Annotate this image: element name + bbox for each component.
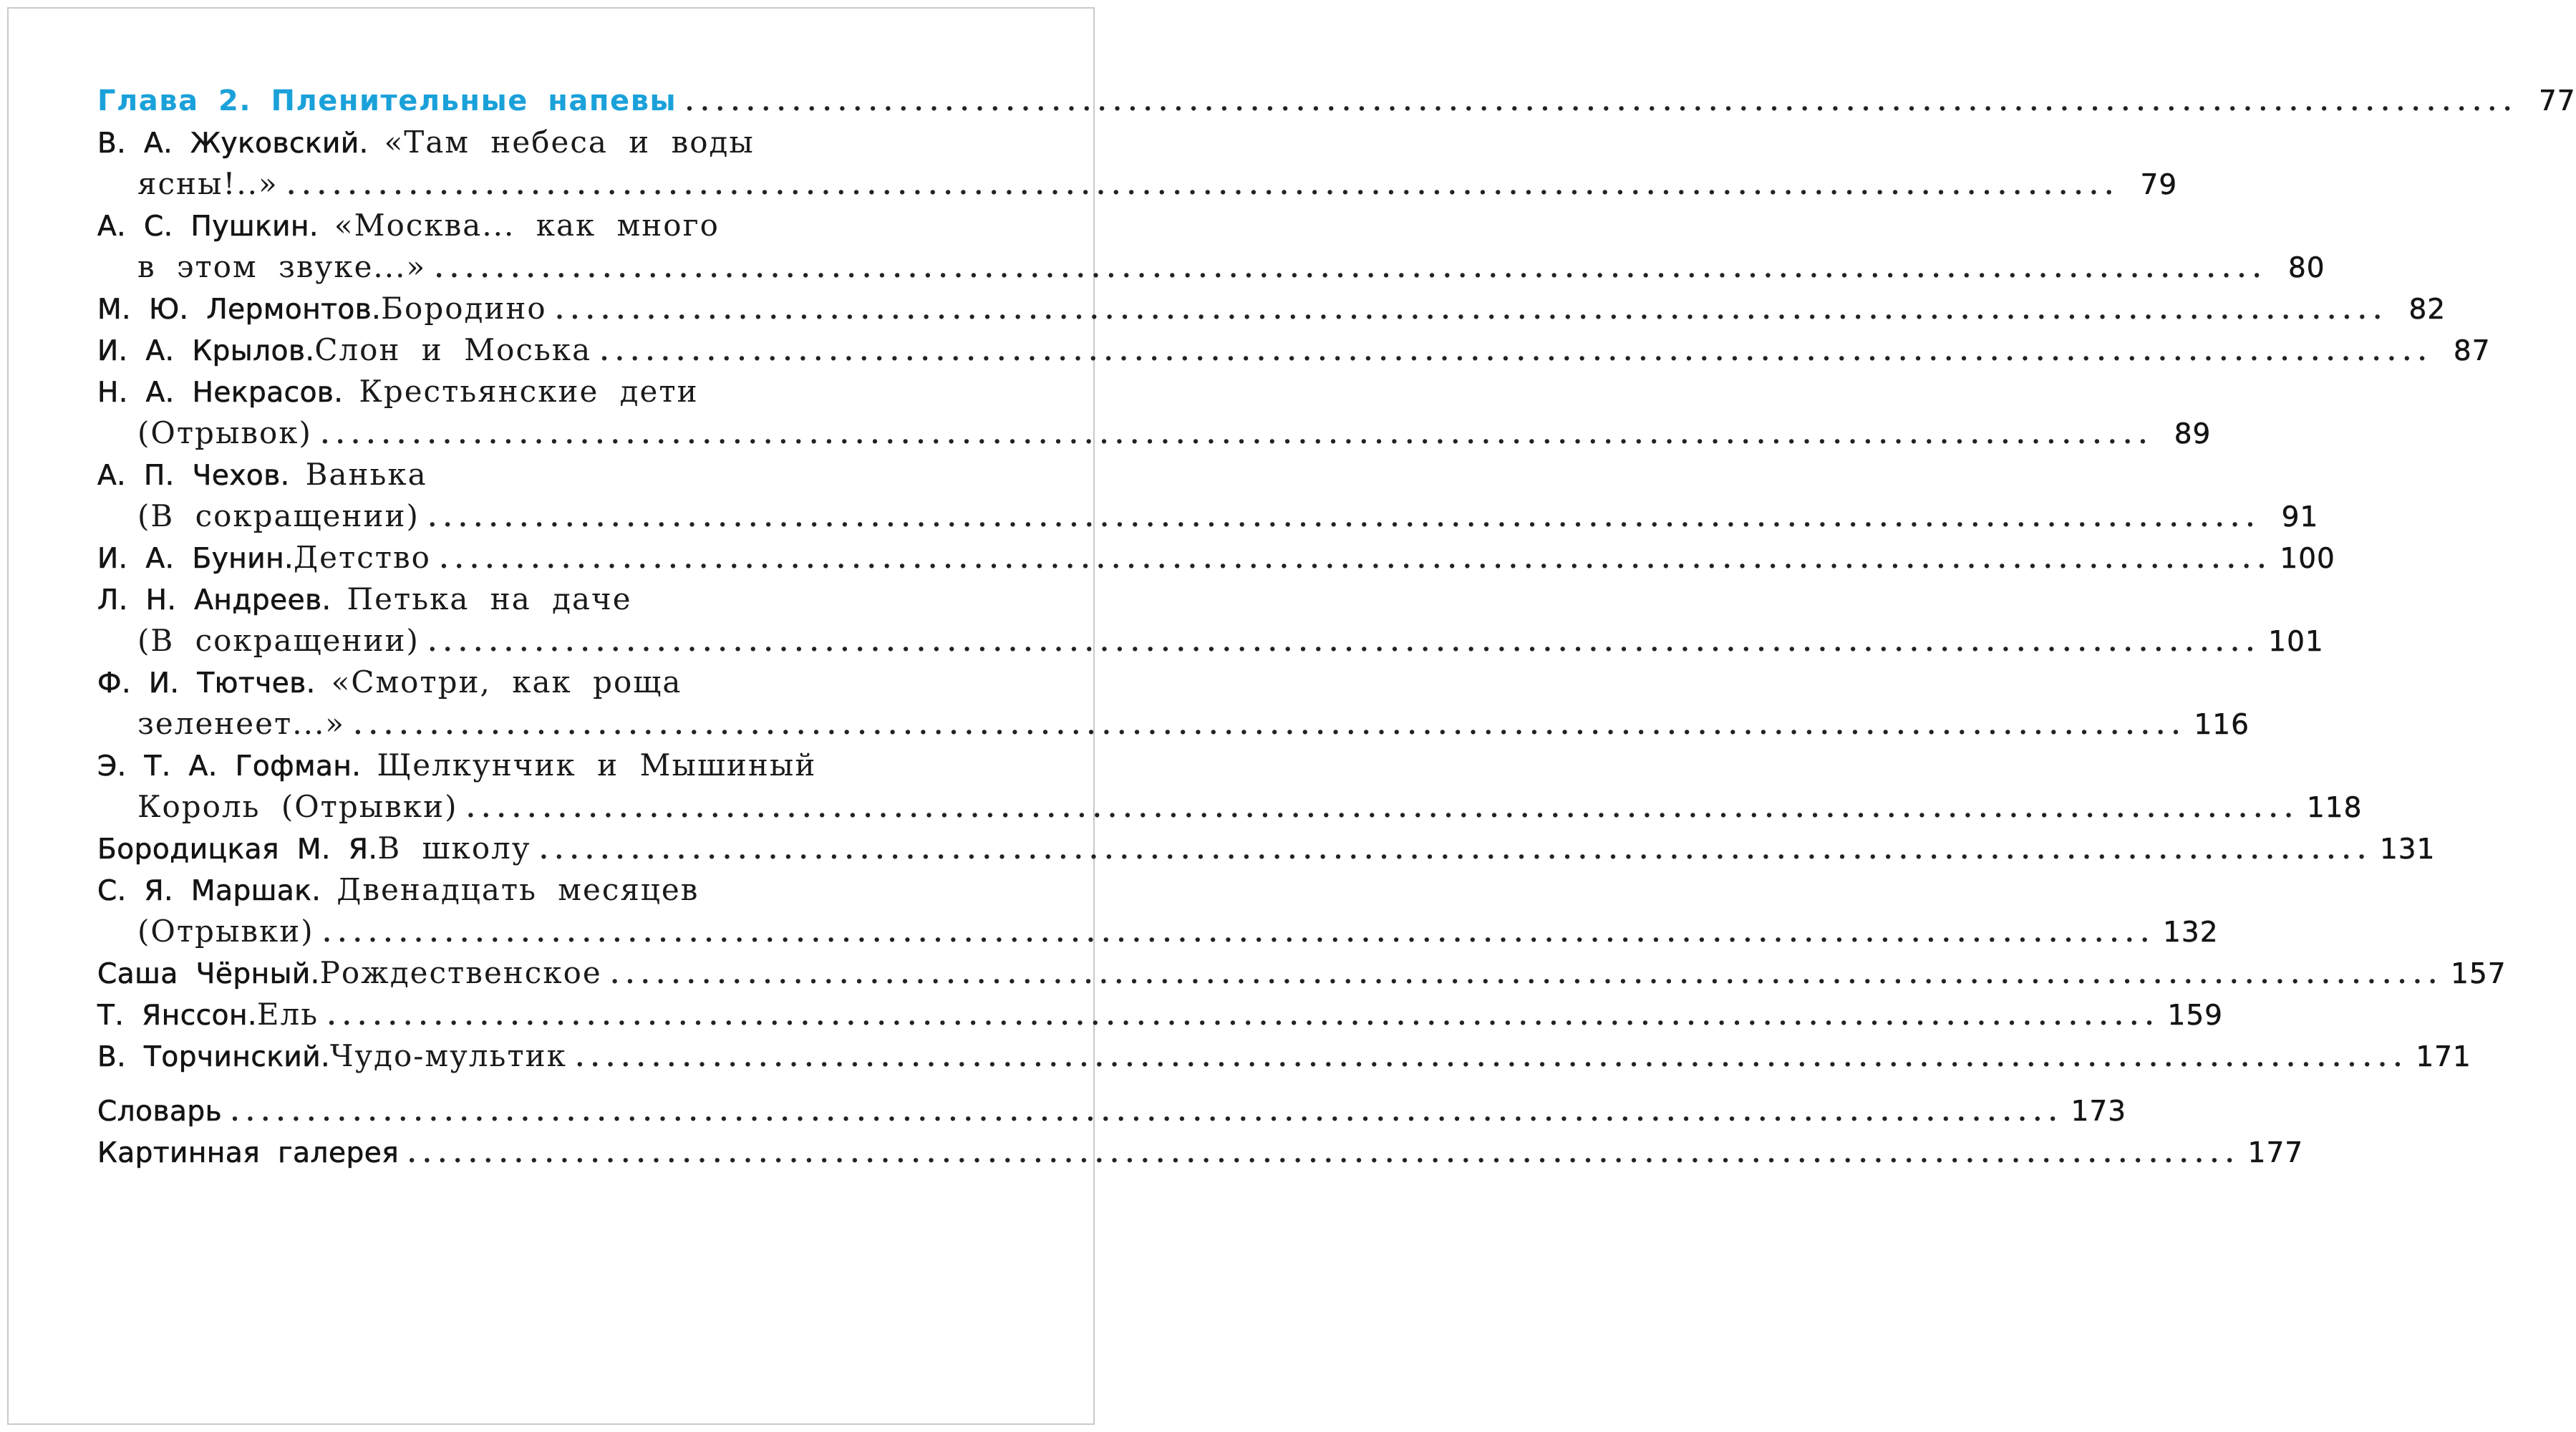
toc-entry[interactable] bbox=[97, 579, 2324, 662]
entry-author: С. Я. Маршак. bbox=[97, 875, 321, 907]
dot-leader: ........................................................................................................................ bbox=[439, 546, 2273, 574]
toc-entry[interactable] bbox=[97, 371, 2212, 454]
dot-leader: ........................................................................................................................ bbox=[354, 712, 2187, 740]
dot-leader: ........................................................................................................................ bbox=[427, 504, 2262, 533]
toc-entry[interactable] bbox=[97, 662, 2250, 745]
dot-leader: ........................................................................................................................ bbox=[286, 172, 2121, 200]
entry-author: В. А. Жуковский. bbox=[97, 127, 369, 160]
page-number: 82 bbox=[2408, 294, 2446, 326]
entry-title: «Москва... как много bbox=[334, 208, 720, 243]
page-number: 118 bbox=[2306, 792, 2363, 824]
dot-leader: ........................................................................................................................ bbox=[435, 255, 2268, 284]
entry-author: Ф. И. Тютчев. bbox=[97, 667, 316, 700]
entry-title: Детство bbox=[294, 540, 431, 575]
page-number: 116 bbox=[2194, 709, 2250, 741]
toc-entry[interactable] bbox=[97, 537, 2335, 579]
entry-author: Э. Т. А. Гофман. bbox=[97, 750, 362, 783]
page-number: 91 bbox=[2281, 501, 2319, 533]
toc-entry[interactable] bbox=[97, 994, 2223, 1035]
table-of-contents bbox=[97, 80, 2576, 1174]
entry-author: Саша Чёрный. bbox=[97, 958, 320, 990]
entry-title-continued: ясны!..» bbox=[137, 166, 279, 201]
dot-leader: ........................................................................................................................ bbox=[685, 88, 2519, 117]
entry-title: Ель bbox=[256, 997, 319, 1032]
dot-leader: ........................................................................................................................ bbox=[539, 836, 2373, 865]
page-number: 159 bbox=[2167, 1000, 2223, 1032]
dot-leader: ........................................................................................................................ bbox=[555, 296, 2389, 325]
page-number: 79 bbox=[2140, 169, 2178, 201]
chapter-title: Глава 2. Пленительные напевы bbox=[97, 84, 677, 117]
entry-author: И. А. Бунин. bbox=[97, 543, 294, 575]
entry-title-continued: (В сокращении) bbox=[137, 498, 420, 533]
toc-entry[interactable] bbox=[97, 869, 2219, 952]
toc-entry[interactable] bbox=[97, 454, 2319, 537]
entry-author: М. Ю. Лермонтов. bbox=[97, 294, 382, 326]
page-number: 132 bbox=[2163, 916, 2219, 949]
page-number: 87 bbox=[2453, 335, 2491, 367]
page-number: 89 bbox=[2174, 418, 2212, 450]
toc-entry[interactable] bbox=[97, 745, 2363, 828]
dot-leader: ........................................................................................................................ bbox=[231, 1098, 2064, 1127]
entry-author: А. С. Пушкин. bbox=[97, 211, 319, 243]
entry-author: И. А. Крылов. bbox=[97, 335, 315, 367]
toc-entry[interactable] bbox=[97, 122, 2178, 205]
page-number: 101 bbox=[2268, 626, 2324, 658]
appendix-entry[interactable] bbox=[97, 1133, 2304, 1174]
appendix-label: Словарь bbox=[97, 1095, 223, 1128]
entry-author: Бородицкая М. Я. bbox=[97, 833, 378, 866]
entry-title-continued: (Отрывки) bbox=[137, 914, 314, 949]
dot-leader: ........................................................................................................................ bbox=[575, 1044, 2409, 1073]
entry-title: Щелкунчик и Мышиный bbox=[377, 748, 817, 783]
dot-leader: ........................................................................................................................ bbox=[322, 919, 2156, 948]
entry-title: Бородино bbox=[381, 291, 547, 326]
dot-leader: ........................................................................................................................ bbox=[327, 1002, 2161, 1031]
page-number: 157 bbox=[2451, 958, 2507, 990]
toc-entry[interactable] bbox=[97, 205, 2325, 288]
page-number: 77 bbox=[2538, 85, 2576, 117]
entry-author: А. П. Чехов. bbox=[97, 460, 290, 492]
toc-entry[interactable] bbox=[97, 828, 2436, 869]
page-number: 177 bbox=[2247, 1137, 2304, 1169]
dot-leader: ........................................................................................................................ bbox=[407, 1140, 2241, 1169]
page-number: 131 bbox=[2379, 833, 2436, 866]
entry-title-continued: Король (Отрывки) bbox=[137, 789, 458, 824]
page-number: 173 bbox=[2071, 1095, 2127, 1128]
entry-title: Петька на даче bbox=[347, 581, 632, 616]
entry-title: Двенадцать месяцев bbox=[336, 872, 699, 907]
dot-leader: ........................................................................................................................ bbox=[466, 795, 2300, 823]
dot-leader: ........................................................................................................................ bbox=[320, 421, 2154, 450]
entry-title-continued: (В сокращении) bbox=[137, 623, 420, 658]
dot-leader: ........................................................................................................................ bbox=[610, 961, 2444, 990]
entry-title-continued: (Отрывок) bbox=[137, 415, 312, 450]
entry-author: Т. Янссон. bbox=[97, 1000, 257, 1032]
dot-leader: ........................................................................................................................ bbox=[427, 629, 2262, 657]
page-number: 80 bbox=[2287, 252, 2325, 284]
entry-title: Чудо-мультик bbox=[329, 1038, 567, 1073]
entry-title: «Там небеса и воды bbox=[384, 125, 755, 160]
entry-title-continued: зеленеет...» bbox=[137, 706, 345, 741]
entry-author: Л. Н. Андреев. bbox=[97, 584, 331, 616]
dot-leader: ........................................................................................................................ bbox=[600, 338, 2434, 367]
entry-title: Крестьянские дети bbox=[359, 374, 699, 409]
toc-entry[interactable] bbox=[97, 1035, 2471, 1077]
entry-title: «Смотри, как роща bbox=[331, 664, 682, 700]
toc-entry[interactable] bbox=[97, 288, 2446, 329]
entry-title-continued: в этом звуке...» bbox=[137, 249, 427, 284]
toc-entry[interactable] bbox=[97, 952, 2507, 994]
entry-author: Н. А. Некрасов. bbox=[97, 377, 344, 409]
entry-title: В школу bbox=[377, 831, 531, 866]
appendix-label: Картинная галерея bbox=[97, 1137, 400, 1169]
entry-title: Слон и Моська bbox=[314, 332, 592, 367]
entry-title: Рождественское bbox=[319, 955, 602, 990]
section-gap bbox=[97, 1077, 989, 1091]
entry-author: В. Торчинский. bbox=[97, 1041, 330, 1073]
page-number: 171 bbox=[2416, 1041, 2471, 1073]
entry-title: Ванька bbox=[305, 457, 427, 492]
appendix-entry[interactable] bbox=[97, 1091, 2127, 1133]
toc-entry[interactable] bbox=[97, 329, 2491, 371]
chapter-heading[interactable] bbox=[97, 80, 2576, 122]
page-number: 100 bbox=[2280, 543, 2335, 575]
